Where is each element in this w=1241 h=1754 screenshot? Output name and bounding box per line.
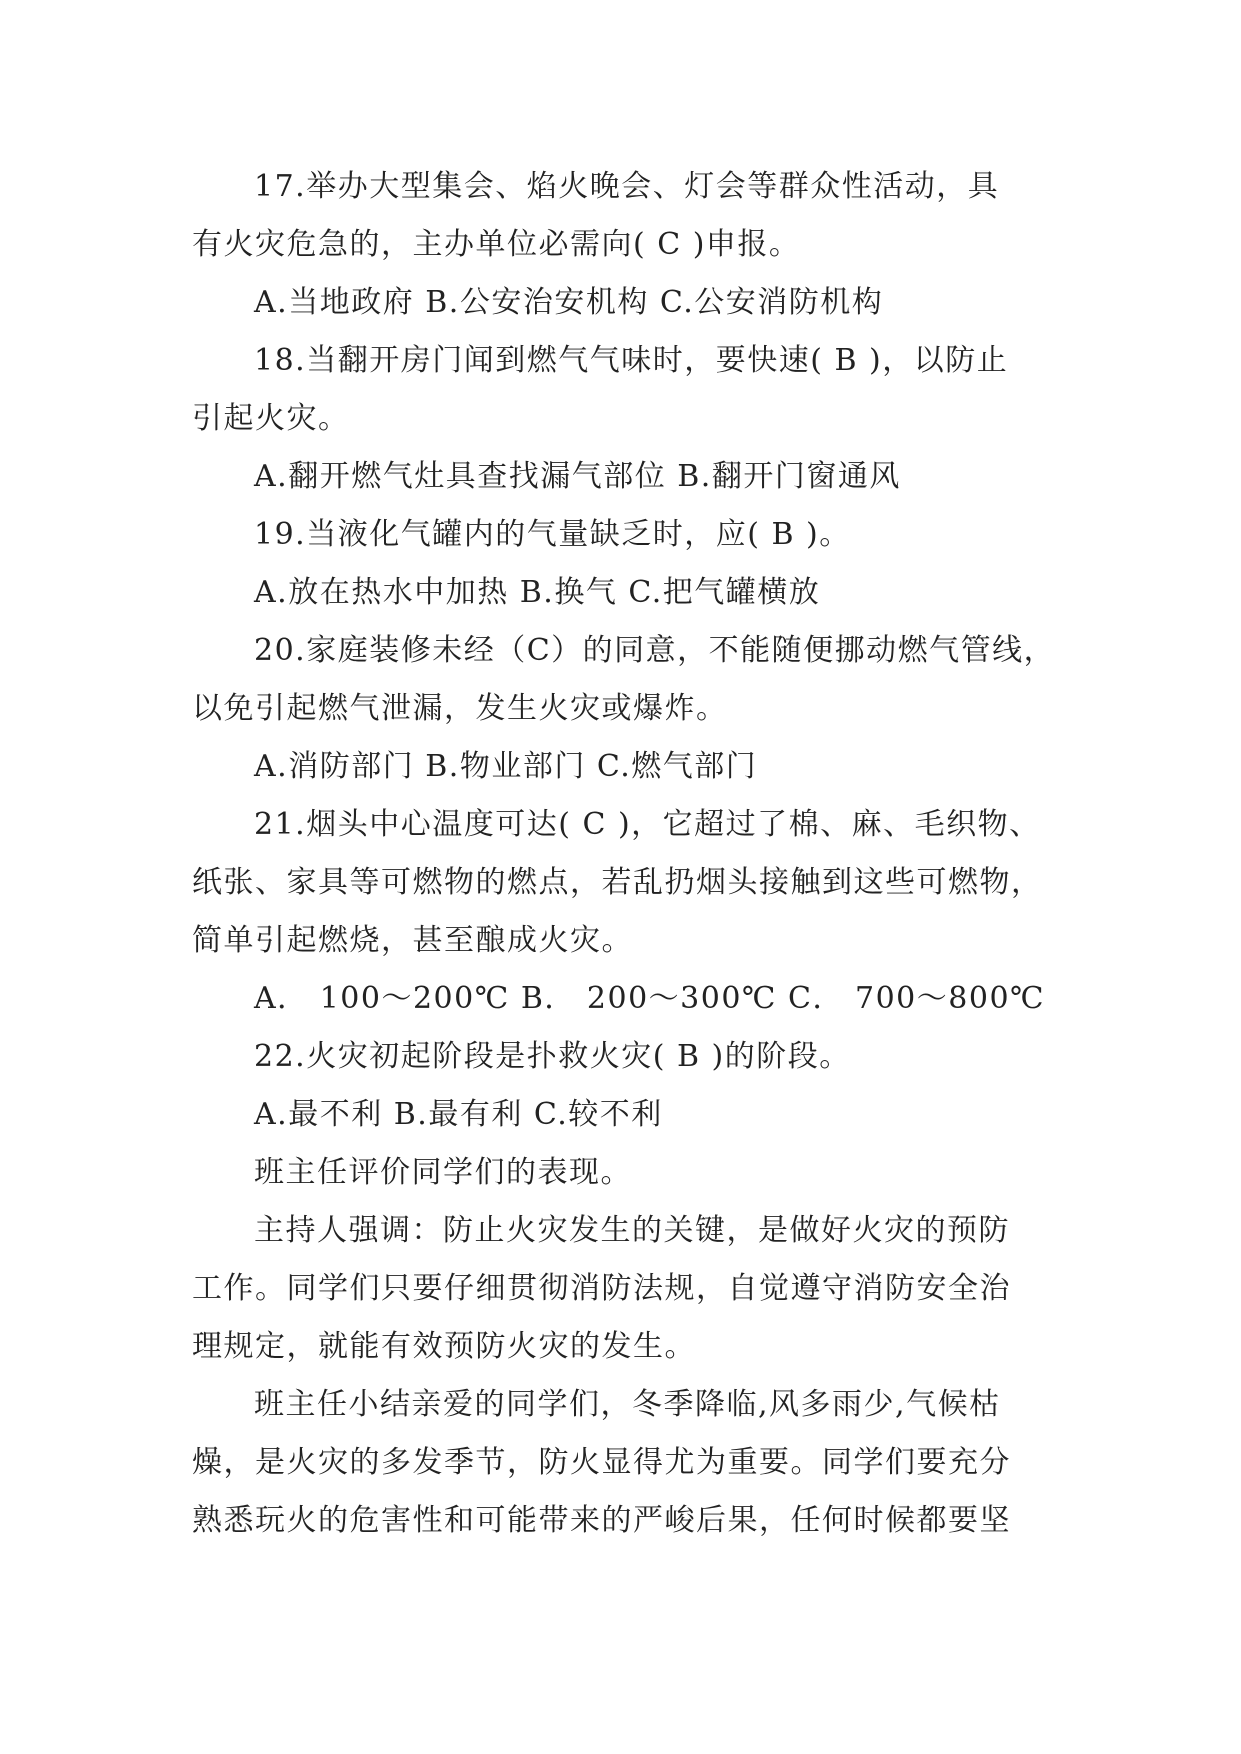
text-line: 理规定，就能有效预防火灾的发生。 xyxy=(192,1329,696,1364)
text-line: 有火灾危急的，主办单位必需向( C )申报。 xyxy=(192,227,801,262)
paragraph xyxy=(192,970,1050,1028)
paragraph xyxy=(192,1028,1050,1086)
text-line: 班主任评价同学们的表现。 xyxy=(254,1155,632,1190)
text-line: 21.烟头中心温度可达( C )，它超过了棉、麻、毛织物、 xyxy=(254,807,1041,842)
text-line: A.翻开燃气灶具查找漏气部位 B.翻开门窗通风 xyxy=(254,459,901,494)
text-line: A.放在热水中加热 B.换气 C.把气罐横放 xyxy=(254,575,821,610)
text-line: 班主任小结亲爱的同学们，冬季降临,风多雨少,气候枯 xyxy=(254,1387,1001,1422)
paragraph xyxy=(192,564,1050,622)
text-line: 工作。同学们只要仔细贯彻消防法规，自觉遵守消防安全治 xyxy=(192,1271,1011,1306)
document-body xyxy=(192,158,1056,1550)
paragraph xyxy=(192,1144,1050,1202)
text-line: 19.当液化气罐内的气量缺乏时，应( B )。 xyxy=(254,517,851,552)
text-line: 18.当翻开房门闻到燃气气味时，要快速( B )，以防止 xyxy=(254,343,1009,378)
text-line: 引起火灾。 xyxy=(192,401,350,436)
paragraph xyxy=(192,274,1050,332)
paragraph xyxy=(192,738,1050,796)
paragraph xyxy=(192,1376,1050,1550)
text-line: 燥，是火灾的多发季节，防火显得尤为重要。同学们要充分 xyxy=(192,1445,1011,1480)
text-line: 以免引起燃气泄漏，发生火灾或爆炸。 xyxy=(192,691,728,726)
text-line: 熟悉玩火的危害性和可能带来的严峻后果，任何时候都要坚 xyxy=(192,1503,1011,1538)
paragraph xyxy=(192,332,1050,448)
text-line: A.最不利 B.最有利 C.较不利 xyxy=(254,1097,663,1132)
paragraph xyxy=(192,448,1050,506)
text-line: A.消防部门 B.物业部门 C.燃气部门 xyxy=(254,749,758,784)
paragraph xyxy=(192,622,1056,738)
paragraph xyxy=(192,1202,1050,1376)
paragraph xyxy=(192,158,1050,274)
paragraph xyxy=(192,1086,1050,1144)
text-line: 主持人强调：防止火灾发生的关键，是做好火灾的预防 xyxy=(254,1213,1010,1248)
paragraph xyxy=(192,796,1050,970)
text-line: A.当地政府 B.公安治安机构 C.公安消防机构 xyxy=(254,285,884,320)
text-line: A． 100～200℃ B． 200～300℃ C． 700～800℃ xyxy=(254,981,1046,1016)
text-line: 17.举办大型集会、焰火晚会、灯会等群众性活动，具 xyxy=(254,169,1000,204)
text-line: 纸张、家具等可燃物的燃点，若乱扔烟头接触到这些可燃物， xyxy=(192,865,1043,900)
text-line: 20.家庭装修未经（C）的同意，不能随便挪动燃气管线， xyxy=(254,633,1056,668)
paragraph xyxy=(192,506,1050,564)
text-line: 简单引起燃烧，甚至酿成火灾。 xyxy=(192,923,633,958)
text-line: 22.火灾初起阶段是扑救火灾( B )的阶段。 xyxy=(254,1039,851,1074)
